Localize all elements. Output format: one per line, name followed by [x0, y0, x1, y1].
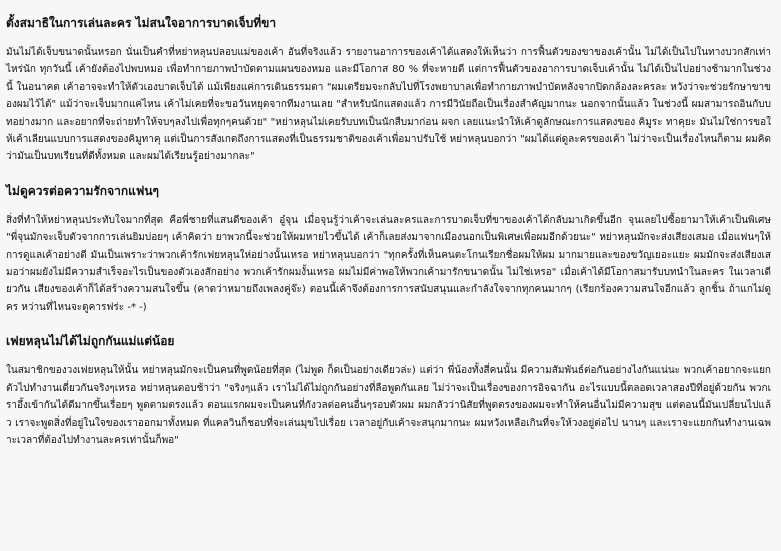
section-heading: เฟยหลุนไม่ได้ไม่ถูกกันแม่แต่น้อย: [6, 334, 175, 349]
section-leg-injury: [6, 16, 771, 166]
section-fan-love: [6, 184, 771, 316]
section-heading: ตั้งสมาธิในการเล่นละคร ไม่สนใจอาการบาดเจ็บที่ขา: [6, 16, 277, 30]
section-band-relationship: [6, 334, 771, 449]
section-paragraph: ในสมาชิกของวงเฟยหลุนให้นั้น หย่าหลุนมักจะเป็นคนที่พูดน้อยที่สุด (ไม่พูด ก็ดเป็นอย่างเดียวล่ะ) แต่ว่า พี่น้องทั้งสี่คนนั้น มีความสัมพันธ์ต่อกันอย่างไงกันแน่นะ พวกเค้าอยากจะแยกตัวไปทำงานเดี่ยวกันจริงๆเหรอ หย่าหลุนตอบช้าว่า "จริงๆแล้ว เราไม่ได้ไม่ถูกกันอย่างที่ลือพูดกันเลย ไม่ว่าจะเป็นเรื่องของการอิจฉากัน อะไรแบบนี้ตลอดเวลาสองปีที่อยู่ด้วยกัน พวกเราอึ้งเข้ากันได้ดีมากขึ้นเรื่อยๆ พูดตามตรงแล้ว ตอนแรกผมจะเป็นคนที่กังวลต่อคนอื่นๆรอบตัวผม ผมกลัวว่านิสัยที่พูดตรงของผมจะทำให้คนอื่นไม่มีความสุข แต่ตอนนี้มันเปลี่ยนไปแล้ว เราจะพูดสิ่งที่อยู่ในใจของเราออกมาทั้งหมด ที่แคลวินก็ชอบที่จะเล่นมุขไปเรื่อย เวลาอยู่กับเค้าจะสนุกมากนะ ผมหวังเหลือเกินที่จะให้วงอยู่ต่อไป นานๆ และเราจะแยกกันทำงานเฉพาะเวลาที่ต้องไปทำงานละครเท่านั้นก็พอ": [6, 365, 771, 446]
section-paragraph: สิ่งที่ทำให้หย่าหลุนประทับใจมากที่สุด คือพี่ชายที่แสนดีของเค้า อู๋จุน เมื่อจุนรู้ว่าเค้าจะเล่นละครและการบาดเจ็บที่ขาของเค้าได้กลับมาเกิดขึ้นอีก จุนเลยไปซื้อยามาให้เค้าเป็นพิเศษ "พี่จุนมักจะเจ็บตัวจากการเล่นยิมบ่อยๆ เค้าคิดว่า ยาพวกนี้จะช่วยให้ผมหายไวขึ้นได้ เค้าก็เลยส่งมาจากเมืองนอกเป็นพิเศษเพื่อผมอีกด้วยนะ" หย่าหลุนมักจะส่งเสียงเสมอ เมื่อแฟนๆให้การดูแลเค้าอย่างดี มันเป็นเพราะว่าพวกเค้ารักเฟยหลุนให่อย่างนั้นเหรอ หย่าหลุนบอกว่า "ทุกครั้งที่เห็นคนตะโกนเรียกชื่อผมให้ผม มากมายและของขวัญเยอะแยะ ผมมักจะส่งเสียงเสมอว่าผมยังไม่มีความสำเร็จอะไรเป็นของตัวเองสักอย่าง พวกเค้ารักผมงั้นเหรอ ผมไม่มีค่าพอให้พวกเค้ามารักขนาดนั้น ไม่ใช่เหรอ" เมื่อเค้าได้มีโอกาสมารับบทนำในละคร ในเวลาเดียวกัน เสียงของเค้าก็ได้สร้างความสนใจขึ้น (คาดว่าหมายถึงเพลงคู่จ๊ะ) ตอนนี้เค้าจึงต้องการการสนับสนุนและกำลังใจจากทุกคนมากๆ (เรียกร้องความสนใจอีกแล้ว ลูกชิ้น ถ้าแกไม่ดูคร หว่านที่ไหนจะดูคารฟร่ะ -* -): [6, 214, 771, 313]
section-heading: ไม่ดูควรต่อความรักจากแฟนๆ: [6, 183, 159, 198]
section-paragraph: มันไม่ได้เจ็บขนาดนั้นหรอก นั่นเป็นคำที่หย่าหลุนปลอบแม่ของเค้า อันที่จริงแล้ว รายงานอาการของเค้าได้แสดงให้เห็นว่า การฟื้นตัวของขาของเค้านั้น ไม่ได้เป็นไปในทางบวกสักเท่าไหร่นัก ทุกวันนี้ เค้ายังต้องไปพบหมอ เพื่อทำกายภาพบำบัดตามแผนของหมอ และมีโอกาส 80 % ที่จะหายดี แต่การฟื้นตัวของอาการบาดเจ็บเค้านั้น ไม่ได้เป็นไปอย่างช้ามากในช่วงนี้ ในอนาคต เค้าอาจจะทำให้ตัวเองบาดเจ็บได้ แม้เพียงแค่การเดินธรรมดา "ผมเตรียมจะกลับไปที่โรงพยาบาลเพื่อทำกายภาพบำบัดหลังจากปิดกล้องละครละ หวังว่าจะช่วยรักษาขาของผมไว้ได้" แม้ว่าจะเจ็บมากแค่ไหน เค้าไม่เคยที่จะขอวันหยุดจากทีมงานเลย "สำหรับนักแสดงแล้ว การมีวินัยถือเป็นเรื่องสำคัญมากนะ นอกจากนั้นแล้ว ในช่วงนี้ ผมสามารถอินกับบทอย่างมาก และอยากที่จะถ่ายทำให้จบๆลงไปเพื่อทุกๆคนด้วย" "หย่าหลุนไม่เคยรับบทเป็นนักสืบมาก่อน ผจก เลยแนะนำให้เค้าดูลักษณะการแสดงของ คิมูระ ทาคุยะ มันไม่ใช่การขอให้เค้าเลียนแบบการแสดงของคิมูทาคุ แต่เป็นการสังเกตถึงการแสดงที่เป็นธรรมชาติของเค้าเพื่อมาปรับใช้ หย่าหลุนบอกว่า "ผมได้แต่ดูละครของเค้า ไม่ว่าจะเป็นเรื่องไหนก็ตาม ผมคิดว่ามันเป็นบทเรียนที่ดีทั้งหมด และผมได้เรียนรู้อย่างมากละ": [6, 47, 771, 163]
